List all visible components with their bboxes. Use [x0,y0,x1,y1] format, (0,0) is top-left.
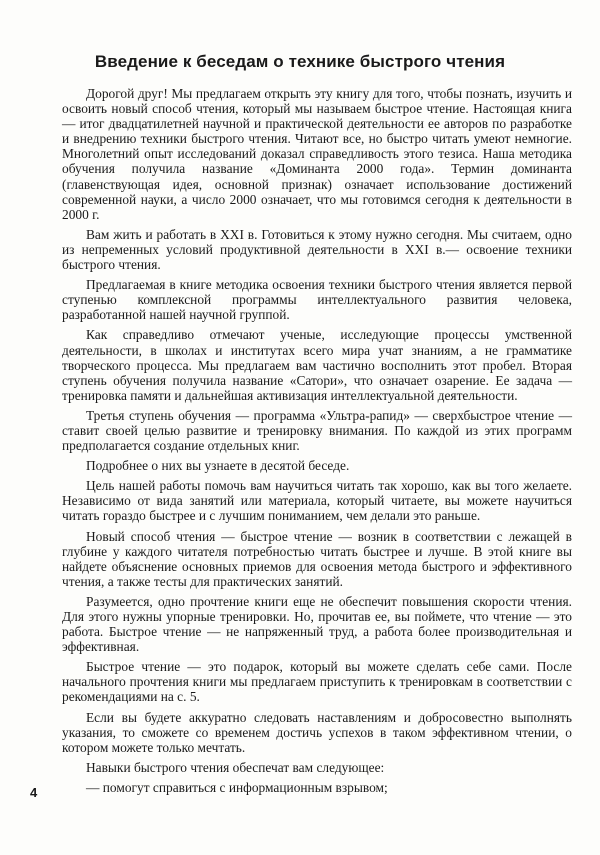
paragraph-7: Цель нашей работы помочь вам научиться читать так хорошо, как вы того желаете. Независимо от вида занятий или материала, который читаете, вы можете научиться читать гораздо быстрее и с лучшим пониманием, чем делали это раньше. [62,478,572,524]
paragraph-8: Новый способ чтения — быстрое чтение — возник в соответствии с лежащей в глубине у каждого читателя потребностью читать быстрее и лучше. В этой книге вы найдете объяснение основных приемов для освоения метода быстрого и эффективного чтения, а также тесты для практических занятий. [62,528,572,589]
paragraph-5: Третья ступень обучения — программа «Ультра-рапид» — сверхбыстрое чтение — ставит своей целью развитие и тренировку внимания. По каждой из этих программ предполагается создание отдельных книг. [62,407,572,454]
paragraph-9: Разумеется, одно прочтение книги еще не обеспечит повышения скорости чтения. Для этого нужны упорные тренировки. Но, прочитав ее, вы поймете, что чтение — это работа. Быстрое чтение — не напряженный труд, а работа более производительная и эффективная. [62,593,572,655]
chapter-title: Введение к беседам о технике быстрого чтения [94,52,506,71]
paragraph-1: Дорогой друг! Мы предлагаем открыть эту книгу для того, чтобы познать, изучить и освоить новый способ чтения, который мы называем быстрое чтение. Настоящая книга — итог двадцатилетней научной и практической деятельности ее авторов по разработке и внедрению техники быстрого чтения. Читают все, но быстро читать умеют немногие. Многолетний опыт исследований доказал справедливость этого тезиса. Наша методика обучения получила название «Доминанта 2000 года». Термин доминанта (главенствующая идея, основной признак) означает использование достижений современной науки, а число 2000 означает, что мы готовимся сегодня к деятельности в 2000 г. [62,86,572,222]
paragraph-11: Если вы будете аккуратно следовать наставлениям и добросовестно выполнять указания, то сможете со временем достичь успехов в таком эффективном чтении, о котором можете только мечтать. [62,709,572,755]
paragraph-12: Навыки быстрого чтения обеспечат вам следующее: [86,759,385,775]
paragraph-2: Вам жить и работать в XXI в. Готовиться к этому нужно сегодня. Мы считаем, одно из непременных условий продуктивной деятельности в XXI в.— освоение техники быстрого чтения. [62,226,572,273]
paragraph-10: Быстрое чтение — это подарок, который вы можете сделать себе сами. После начального прочтения книги мы предлагаем приступить к тренировкам в соответствии с рекомендациями на с. 5. [62,659,572,705]
paragraph-3: Предлагаемая в книге методика освоения техники быстрого чтения является первой ступенью комплексной программы интеллектуального развития человека, разработанной нашей научной группой. [62,277,572,323]
paragraph-13: — помогут справиться с информационным взрывом; [86,779,388,795]
page-number: 4 [30,785,38,800]
paragraph-4: Как справедливо отмечают ученые, исследующие процессы умственной деятельности, в школах и институтах всего мира учат знаниям, а не грамматике творческого процесса. Мы предлагаем вам частично восполнить этот пробел. Вторая ступень обучения получила название «Сатори», что означает озарение. Ее задача — тренировка памяти и дальнейшая активизация интеллектуальной деятельности. [62,327,572,403]
paragraph-6: Подробнее о них вы узнаете в десятой беседе. [86,458,350,474]
body-text [62,86,572,800]
